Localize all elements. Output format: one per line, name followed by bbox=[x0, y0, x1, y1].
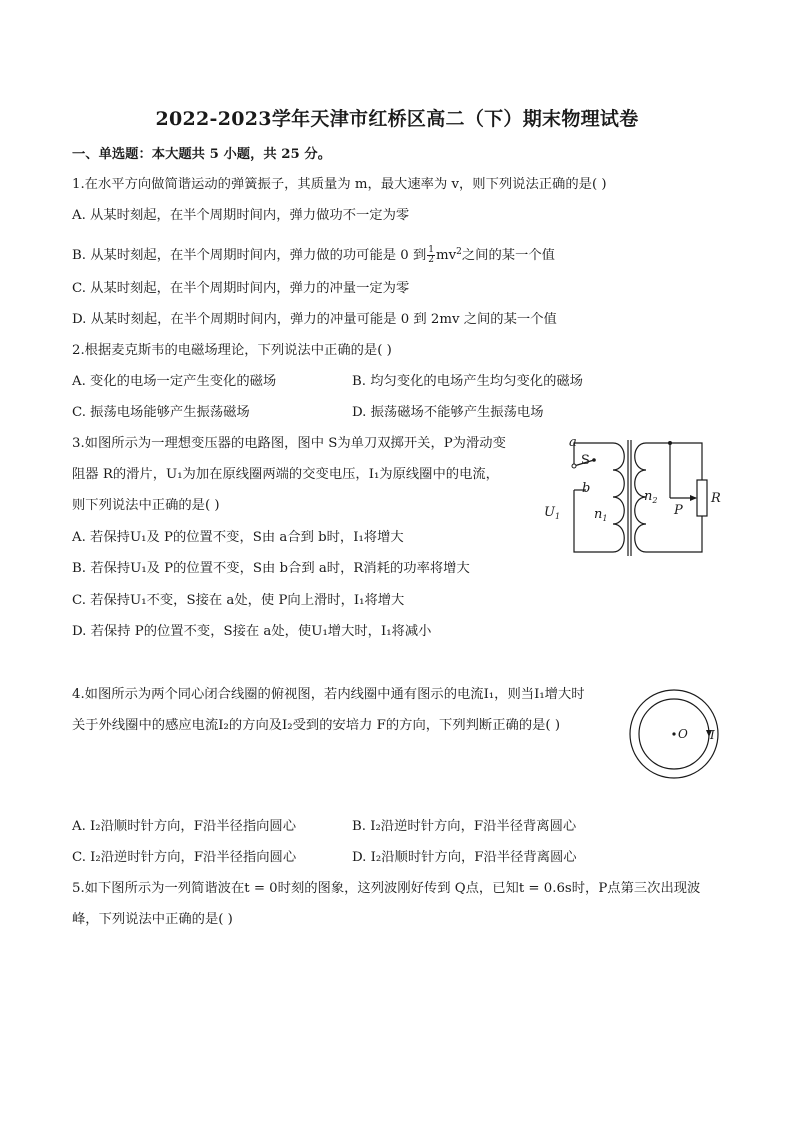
q1-stem: 1.在水平方向做简谐运动的弹簧振子，其质量为 m，最大速率为 v，则下列说法正确的是( ) bbox=[72, 177, 607, 192]
label-u1: $U_1$ bbox=[544, 505, 561, 521]
q3-stem-line1: 3.如图所示为一理想变压器的电路图，图中 S为单刀双掷开关，P为滑动变 bbox=[72, 436, 506, 451]
label-b: b bbox=[582, 481, 591, 496]
q1-option-d: D. 从某时刻起，在半个周期时间内，弹力的冲量可能是 0 到 2mv 之间的某一个值 bbox=[72, 312, 557, 327]
q3-option-b: B. 若保持U₁及 P的位置不变，S由 b合到 a时，R消耗的功率将增大 bbox=[72, 561, 470, 576]
q2-option-d: D. 振荡磁场不能够产生振荡电场 bbox=[352, 405, 544, 420]
q2-stem: 2.根据麦克斯韦的电磁场理论，下列说法中正确的是( ) bbox=[72, 343, 392, 358]
exponent: 2 bbox=[456, 247, 462, 257]
transformer-circuit-figure bbox=[530, 432, 730, 560]
label-a: a bbox=[569, 435, 577, 450]
q4-option-a: A. I₂沿顺时针方向，F沿半径指向圆心 bbox=[72, 819, 297, 834]
q4-option-b: B. I₂沿逆时针方向，F沿半径背离圆心 bbox=[352, 819, 577, 834]
concentric-coils-figure bbox=[626, 686, 722, 782]
q4-option-d: D. I₂沿顺时针方向，F沿半径背离圆心 bbox=[352, 850, 577, 865]
page-title: 2022-2023学年天津市红桥区高二（下）期末物理试卷 bbox=[155, 108, 639, 130]
q3-option-d: D. 若保持 P的位置不变，S接在 a处，使U₁增大时，I₁将减小 bbox=[72, 624, 432, 639]
q4-option-c: C. I₂沿逆时针方向，F沿半径指向圆心 bbox=[72, 850, 297, 865]
q2-option-a: A. 变化的电场一定产生变化的磁场 bbox=[72, 374, 277, 389]
label-r: R bbox=[711, 491, 721, 506]
label-i: I bbox=[710, 728, 715, 742]
fraction-numerator: 1 bbox=[428, 245, 434, 255]
q3-stem-line2: 阻器 R的滑片，U₁为加在原线圈两端的交变电压，I₁为原线圈中的电流， bbox=[72, 467, 499, 482]
mv-term: mv bbox=[436, 248, 457, 263]
q3-option-c: C. 若保持U₁不变，S接在 a处，使 P向上滑时，I₁将增大 bbox=[72, 593, 405, 608]
q4-stem-line2: 关于外线圈中的感应电流I₂的方向及I₂受到的安培力 F的方向，下列判断正确的是( ) bbox=[72, 718, 561, 733]
label-p: P bbox=[674, 503, 683, 518]
label-s: S bbox=[581, 453, 590, 468]
section-heading: 一、单选题：本大题共 5 小题，共 25 分。 bbox=[72, 147, 332, 162]
q2-option-b: B. 均匀变化的电场产生均匀变化的磁场 bbox=[352, 374, 583, 389]
label-n2: $n_2$ bbox=[644, 489, 658, 505]
label-o: O bbox=[678, 727, 688, 741]
q1-option-b-prefix: B. 从某时刻起，在半个周期时间内，弹力做的功可能是 0 到 bbox=[72, 248, 427, 263]
q1-option-b-suffix: 之间的某一个值 bbox=[461, 248, 555, 263]
q1-option-c: C. 从某时刻起，在半个周期时间内，弹力的冲量一定为零 bbox=[72, 281, 410, 296]
fraction bbox=[427, 246, 435, 265]
q1-option-b bbox=[72, 243, 555, 265]
label-n1: $n_1$ bbox=[594, 507, 608, 523]
q4-stem-line1: 4.如图所示为两个同心闭合线圈的俯视图，若内线圈中通有图示的电流I₁，则当I₁增大时 bbox=[72, 687, 585, 702]
q5-stem-line2: 峰，下列说法中正确的是( ) bbox=[72, 912, 233, 927]
q2-option-c: C. 振荡电场能够产生振荡磁场 bbox=[72, 405, 250, 420]
q5-stem-line1: 5.如下图所示为一列简谐波在t = 0时刻的图象，这列波刚好传到 Q点，已知t = 0.6s时，P点第三次出现波 bbox=[72, 881, 701, 896]
q3-stem-line3: 则下列说法中正确的是( ) bbox=[72, 498, 220, 513]
q3-option-a: A. 若保持U₁及 P的位置不变，S由 a合到 b时，I₁将增大 bbox=[72, 530, 404, 545]
q1-option-a: A. 从某时刻起，在半个周期时间内，弹力做功不一定为零 bbox=[72, 208, 410, 223]
fraction-denominator: 2 bbox=[428, 255, 434, 265]
